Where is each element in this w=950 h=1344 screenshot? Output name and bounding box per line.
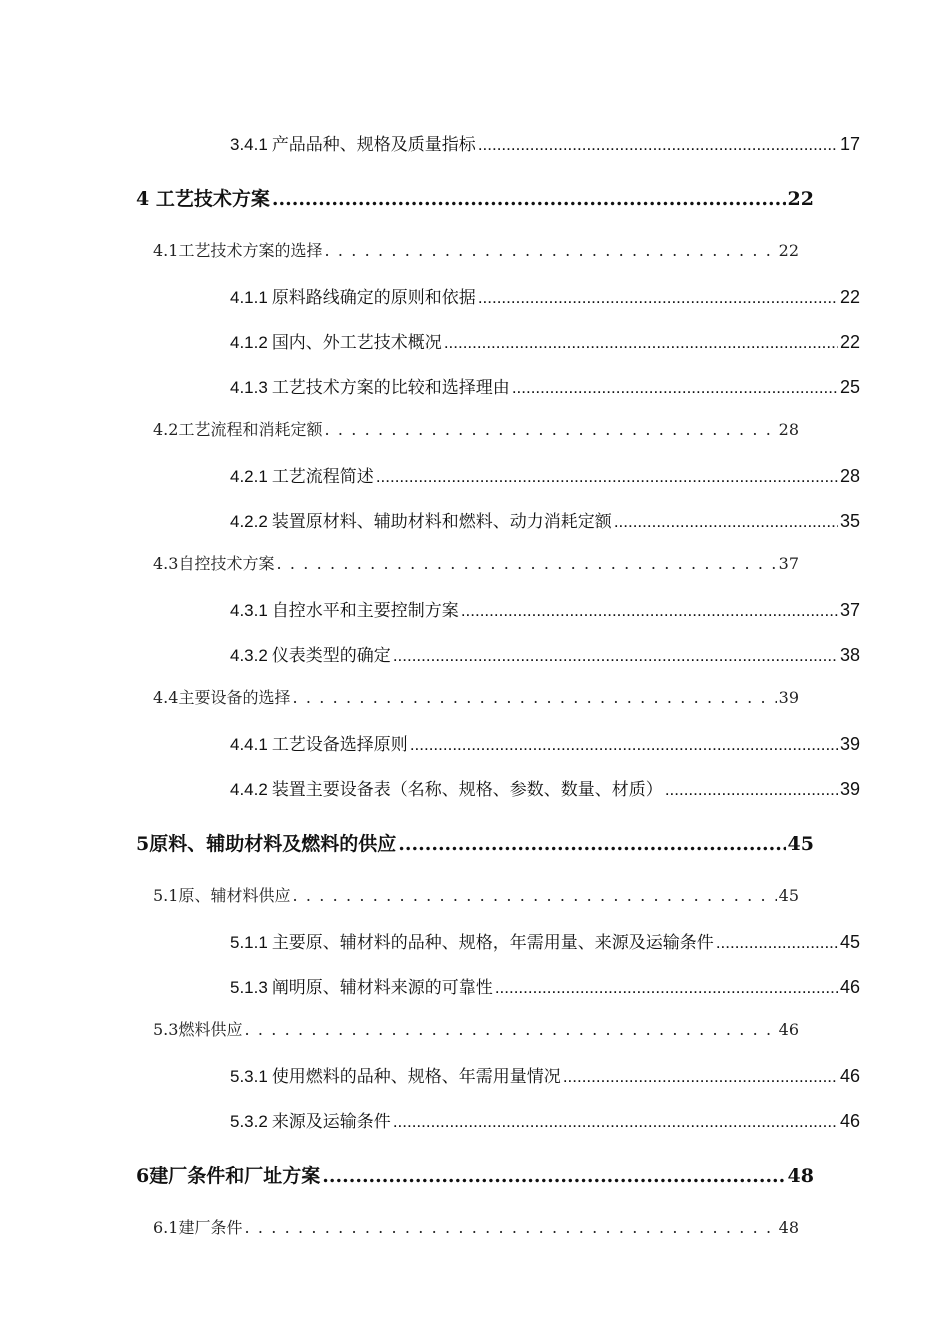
dot-leader [716,933,838,953]
toc-entry-number: 4.4.1 [230,735,268,754]
toc-entry-title-text: 来源及运输条件 [271,1112,391,1131]
toc-entry-title-text: 建厂条件和厂址方案 [149,1165,321,1187]
toc-entry-title [230,928,714,953]
toc-entry-number: 4.2.1 [230,467,268,486]
toc-entry-title-text: 原料、辅助材料及燃料的供应 [149,833,397,855]
toc-entry-title [153,883,290,906]
toc-entry-page-number: 46 [839,977,860,997]
toc-entry-level-3[interactable] [230,507,860,532]
toc-entry-title-text: 工艺流程和消耗定额 [178,420,323,439]
toc-entry-title [230,1107,391,1132]
toc-entry-title [153,238,322,261]
toc-entry-level-2[interactable] [153,417,799,440]
toc-entry-page-number: 22 [839,287,860,307]
toc-entry-title [230,1062,561,1087]
toc-entry-level-3[interactable] [230,328,860,353]
toc-entry-number: 5.1.1 [230,933,268,952]
toc-entry-page-number: 46 [839,1066,860,1086]
dot-leader [563,1067,838,1087]
toc-entry-title [230,373,510,398]
toc-entry-number: 5.3.1 [230,1067,268,1086]
toc-entry-title-text: 产品品种、规格及质量指标 [271,135,476,154]
dot-leader [272,188,786,210]
toc-entry-number: 4.1.2 [230,333,268,352]
toc-entry-number: 5 [136,833,150,855]
toc-entry-level-2[interactable] [153,551,799,574]
dot-leader [478,288,838,308]
toc-entry-level-3[interactable] [230,1062,860,1087]
dot-leader [292,886,776,905]
dot-leader [478,135,838,155]
toc-entry-page-number: 48 [787,1165,814,1187]
toc-entry-title-text: 工艺技术方案的选择 [178,241,323,260]
toc-entry-number: 3.4.1 [230,135,268,154]
toc-entry-level-3[interactable] [230,730,860,755]
toc-entry-page-number: 25 [839,377,860,397]
toc-entry-title [136,184,270,211]
toc-entry-number: 4.1 [153,241,179,260]
dot-leader [410,735,838,755]
toc-entry-page-number: 45 [778,886,799,905]
toc-entry-page-number: 45 [787,833,814,855]
dot-leader [324,241,776,260]
toc-entry-number: 4.3.1 [230,601,268,620]
toc-entry-number: 4.1.1 [230,288,268,307]
toc-entry-level-2[interactable] [153,1215,799,1238]
toc-entry-title [153,1017,242,1040]
toc-entry-title-text: 装置主要设备表（名称、规格、参数、数量、材质） [271,780,663,799]
toc-entry-level-2[interactable] [153,238,799,261]
toc-entry-number: 4.4 [153,688,179,707]
toc-entry-page-number: 22 [839,332,860,352]
toc-entry-number: 4.3.2 [230,646,268,665]
dot-leader [244,1020,776,1039]
toc-entry-level-3[interactable] [230,928,860,953]
toc-entry-number: 4.3 [153,554,179,573]
toc-entry-number: 6.1 [153,1218,179,1237]
toc-entry-title [230,283,476,308]
dot-leader [393,646,838,666]
toc-entry-page-number: 46 [839,1111,860,1131]
dot-leader [244,1218,776,1237]
toc-entry-page-number: 17 [839,134,860,154]
toc-entry-number: 4.4.2 [230,780,268,799]
toc-entry-title [230,328,442,353]
toc-entry-title-text: 自控水平和主要控制方案 [271,601,459,620]
toc-entry-title-text: 使用燃料的品种、规格、年需用量情况 [271,1067,561,1086]
toc-entry-level-2[interactable] [153,1017,799,1040]
toc-entry-level-3[interactable] [230,130,860,155]
dot-leader [444,333,838,353]
toc-entry-title-text: 燃料供应 [178,1020,243,1039]
toc-entry-title-text: 国内、外工艺技术概况 [271,333,442,352]
toc-entry-title-text: 主要设备的选择 [178,688,291,707]
toc-entry-title-text: 工艺设备选择原则 [271,735,408,754]
toc-entry-level-3[interactable] [230,462,860,487]
toc-entry-title [230,775,663,800]
toc-entry-page-number: 46 [778,1020,799,1039]
toc-entry-level-3[interactable] [230,1107,860,1132]
toc-entry-title-text: 仪表类型的确定 [271,646,391,665]
toc-entry-level-3[interactable] [230,641,860,666]
toc-entry-title [153,685,290,708]
dot-leader [324,420,776,439]
toc-entry-page-number: 22 [787,188,814,210]
dot-leader [512,378,838,398]
toc-entry-level-2[interactable] [153,883,799,906]
toc-entry-level-3[interactable] [230,973,860,998]
toc-entry-page-number: 39 [839,734,860,754]
toc-entry-title [230,130,476,155]
toc-entry-page-number: 39 [839,779,860,799]
toc-entry-number: 4.2 [153,420,179,439]
toc-entry-page-number: 22 [778,241,799,260]
toc-entry-title [230,641,391,666]
dot-leader [322,1165,785,1187]
toc-entry-page-number: 45 [839,932,860,952]
toc-entry-number: 5.1 [153,886,179,905]
toc-entry-number: 6 [136,1165,150,1187]
dot-leader [276,554,776,573]
toc-entry-level-2[interactable] [153,685,799,708]
toc-entry-title-text: 自控技术方案 [178,554,275,573]
toc-entry-level-1[interactable] [136,184,814,211]
toc-entry-page-number: 39 [778,688,799,707]
toc-entry-page-number: 48 [778,1218,799,1237]
dot-leader [398,833,785,855]
dot-leader [614,512,838,532]
dot-leader [292,688,776,707]
toc-entry-title-text: 原料路线确定的原则和依据 [271,288,476,307]
toc-entry-title-text: 工艺技术方案的比较和选择理由 [271,378,510,397]
dot-leader [393,1112,838,1132]
toc-entry-title-text: 工艺流程简述 [271,467,374,486]
dot-leader [495,978,838,998]
toc-entry-page-number: 35 [839,511,860,531]
toc-entry-title-text: 阐明原、辅材料来源的可靠性 [271,978,493,997]
toc-entry-title [153,417,322,440]
toc-entry-level-1[interactable] [136,1161,814,1188]
toc-entry-level-3[interactable] [230,596,860,621]
toc-entry-title [230,462,374,487]
toc-entry-title [230,507,612,532]
toc-entry-title [136,829,396,856]
toc-entry-title-text: 装置原材料、辅助材料和燃料、动力消耗定额 [271,512,612,531]
toc-entry-page-number: 37 [778,554,799,573]
toc-entry-title [230,730,408,755]
toc-entry-number: 5.1.3 [230,978,268,997]
dot-leader [376,467,838,487]
toc-entry-title-text: 建厂条件 [178,1218,243,1237]
toc-entry-level-3[interactable] [230,373,860,398]
dot-leader [665,780,838,800]
toc-entry-number: 4.2.2 [230,512,268,531]
toc-entry-page-number: 28 [778,420,799,439]
toc-entry-level-3[interactable] [230,775,860,800]
toc-entry-title [230,596,459,621]
toc-entry-number: 5.3 [153,1020,179,1039]
toc-entry-page-number: 37 [839,600,860,620]
toc-entry-page-number: 38 [839,645,860,665]
toc-entry-title-text: 主要原、辅材料的品种、规格，年需用量、来源及运输条件 [271,933,714,952]
toc-entry-level-1[interactable] [136,829,814,856]
toc-entry-page-number: 28 [839,466,860,486]
toc-entry-title [153,1215,242,1238]
toc-entry-level-3[interactable] [230,283,860,308]
toc-entry-title-text: 原、辅材料供应 [178,886,291,905]
toc-entry-title-text: 工艺技术方案 [155,188,270,210]
toc-entry-title [153,551,274,574]
toc-entry-number: 5.3.2 [230,1112,268,1131]
toc-entry-number: 4 [136,188,156,210]
toc-entry-title [230,973,493,998]
toc-entry-title [136,1161,320,1188]
dot-leader [461,601,838,621]
toc-entry-number: 4.1.3 [230,378,268,397]
